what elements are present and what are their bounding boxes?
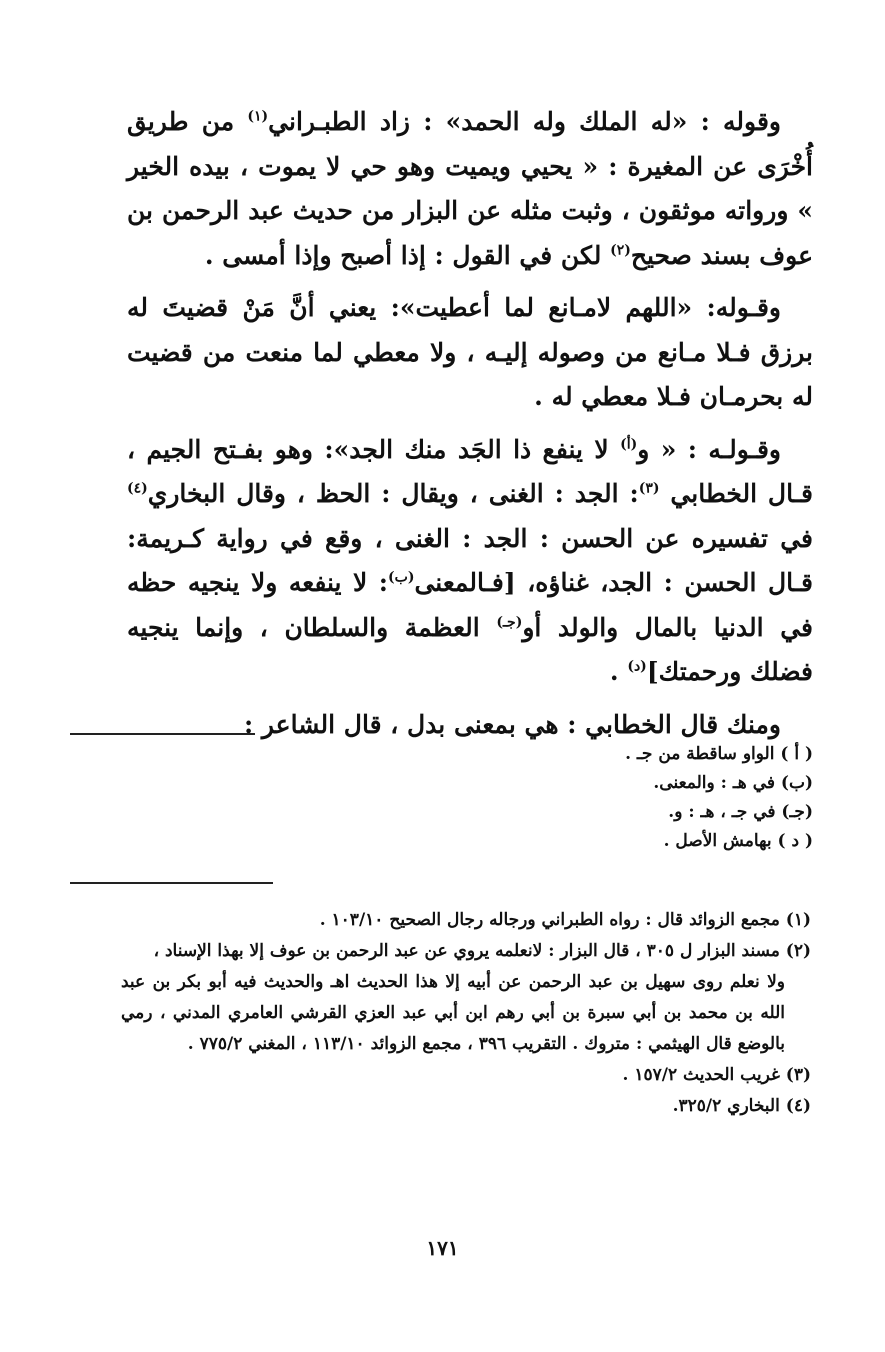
footnote-2: (٢) مسند البزار ل ٣٠٥ ، قال البزار : لانعلمه يروي عن عبد الرحمن بن عوف إلا بهذا الإسناد ،	[153, 941, 811, 961]
footnote-ref-1: (١)	[247, 108, 269, 125]
footnote-ref-4: (٤)	[127, 480, 148, 497]
paragraph-3-part-2: لا ينفع ذا الجَد منك الجد»: وهو بفـتح الجيم ، قـال الخطابي	[127, 434, 813, 508]
footnote-4: (٤) البخاري ٣٢٥/٢.	[672, 1096, 811, 1116]
paragraph-1-part-2: من طريق أُخْرَى عن المغيرة : « يحيي ويميت وهو حي لا يموت ، بيده الخير » ورواته موثقون ، وثبت مثله عن البزار من حديث عبد الرحمن بن عوف بسند صحيح	[127, 107, 813, 270]
footnote-3: (٣) غريب الحديث ١٥٧/٢ .	[622, 1065, 811, 1085]
variant-note: (جـ) في جـ ، هـ : و.	[668, 802, 813, 822]
footnotes	[121, 905, 811, 1122]
variant-ref-a: (أ)	[620, 436, 638, 453]
paragraph-2-text: وقـوله: «اللهم لامـانع لما أعطيت»: يعني أنَّ مَنْ قضيتَ له برزق فـلا مـانع من وصوله إليـه ، ولا معطي لما منعت من قضيت له بحرمـان فـلا معطي له .	[127, 293, 813, 411]
paragraph-1-part-1: وقوله : «له الملك وله الحمد» : زاد الطبـراني	[268, 107, 781, 136]
paragraph-3	[127, 428, 813, 695]
footnote-1: (١) مجمع الزوائد قال : رواه الطبراني ورجاله رجال الصحيح ١٠٣/١٠ .	[319, 910, 811, 930]
variant-note: ( د ) بهامش الأصل .	[663, 831, 813, 851]
variant-ref-b: (ب)	[388, 569, 415, 586]
paragraph-1-part-3: لكن في القول : إذا أصبح وإذا أمسى .	[204, 240, 611, 270]
variant-ref-d: (د)	[627, 658, 647, 675]
paragraph-3-part-1: وقـولـه : « و	[637, 434, 781, 464]
variant-notes	[213, 740, 813, 856]
main-text	[127, 100, 813, 755]
page-number: ١٧١	[426, 1236, 459, 1260]
footnote-ref-2: (٢)	[610, 242, 631, 259]
footnote-2-continuation: ولا نعلم روى سهيل بن عبد الرحمن عن أبيه إلا هذا الحديث اهـ والحديث فيه أبو بكر بن عبد الله بن محمد بن أبي سبرة بن أبي رهم ابن أبي عبد العزي القرشي العامري المدني ، رمي بالوضع قال الهيثمي : متروك . التقريب ٣٩٦ ، مجمع الزوائد ١١٣/١٠ ، المغني ٧٧٥/٢ .	[121, 972, 785, 1054]
footnotes-separator	[70, 882, 273, 884]
paragraph-1	[127, 100, 813, 278]
variant-note: ( أ ) الواو ساقطة من جـ .	[625, 744, 813, 764]
paragraph-4-text: ومنك قال الخطابي : هي بمعنى بدل ، قال الشاعر :	[243, 709, 781, 739]
variants-separator	[70, 733, 255, 735]
variant-note: (ب) في هـ : والمعنى.	[653, 773, 813, 793]
footnote-ref-3: (٣)	[638, 480, 660, 497]
paragraph-3-part-3: : الجد : الغنى ، ويقال : الحظ ، وقال البخاري	[147, 479, 639, 508]
variant-ref-c: (جـ)	[496, 614, 523, 631]
paragraph-3-part-6: العظمة والسلطان ، وإنما ينجيه فضلك ورحمتك]	[127, 612, 813, 686]
paragraph-3-part-7: .	[609, 657, 628, 686]
paragraph-3-part-4: في تفسيره عن الحسن : الجد : الغنى ، وقع في رواية كـريمة: قـال الحسن : الجد، غناؤه، [فـالمعنى	[127, 523, 813, 597]
paragraph-3-part-5: : لا ينفعه ولا ينجيه حظه في الدنيا بالمال والولد أو	[127, 568, 813, 642]
paragraph-2	[127, 286, 813, 420]
